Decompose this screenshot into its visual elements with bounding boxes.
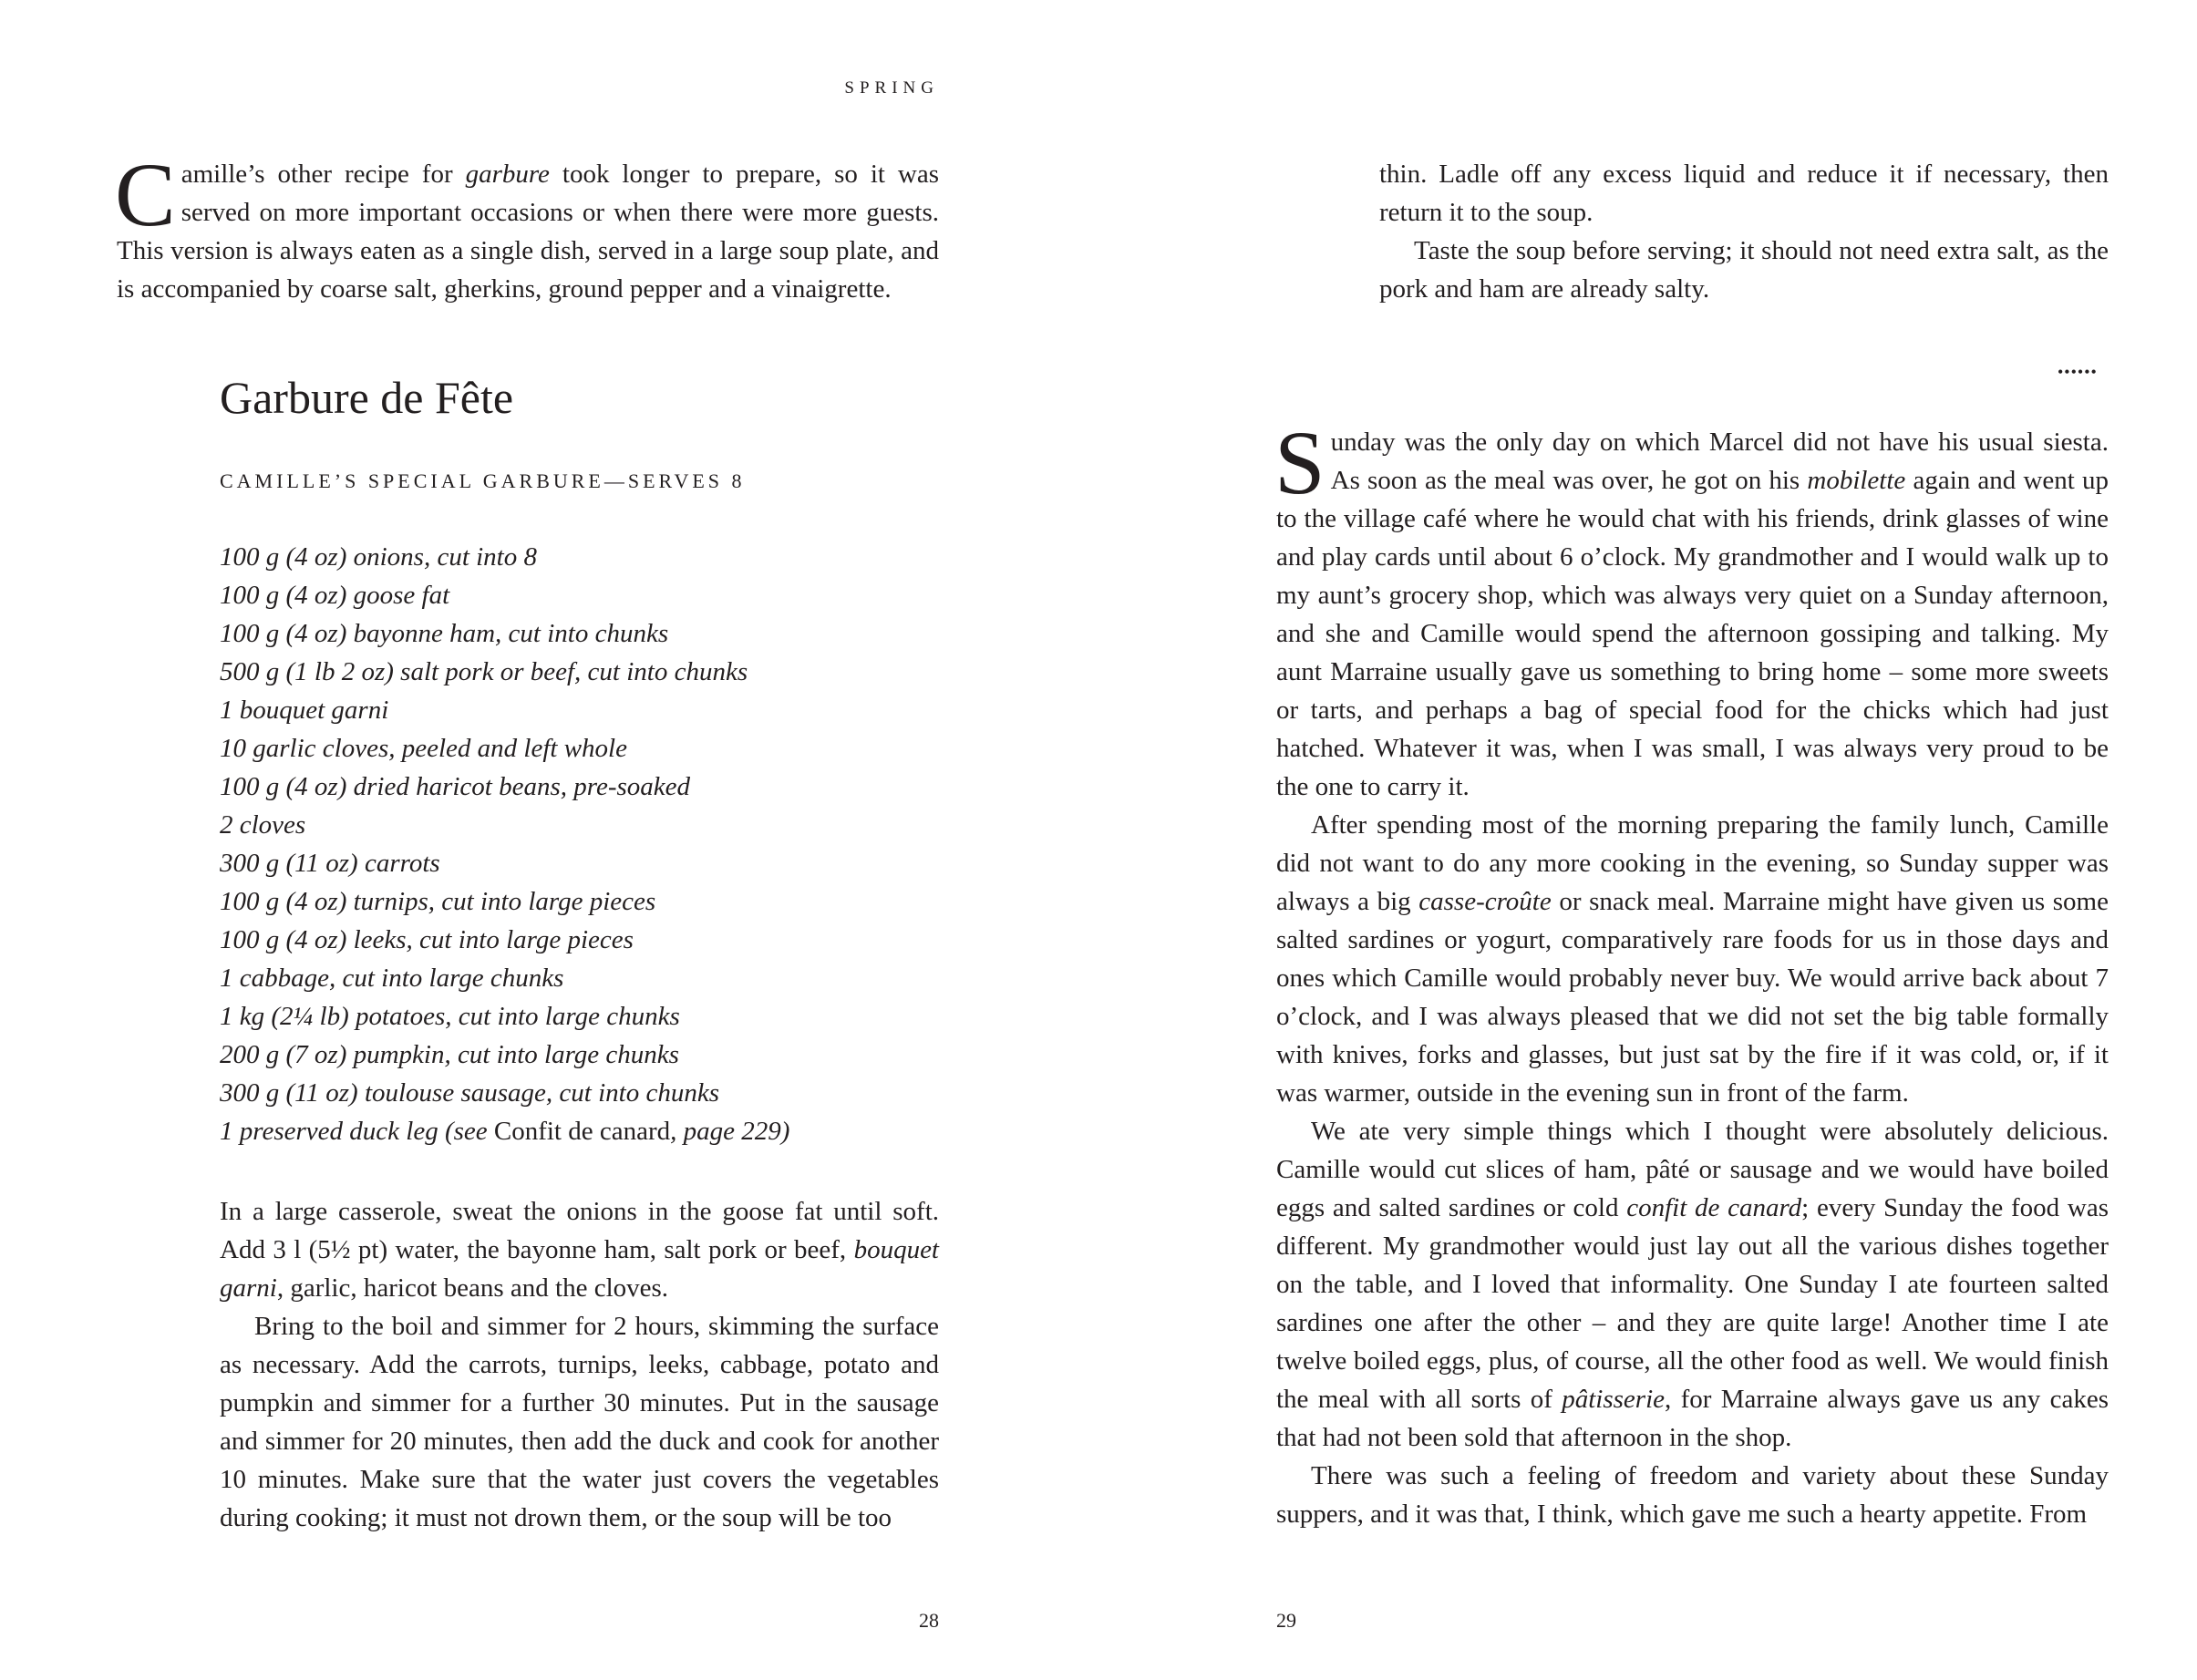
recipe-title: Garbure de Fête bbox=[220, 372, 514, 423]
ingredient-item: 1 cabbage, cut into large chunks bbox=[220, 964, 564, 993]
ingredient-item-last bbox=[220, 1112, 789, 1150]
method-text: , garlic, haricot beans and the cloves. bbox=[276, 1273, 669, 1303]
ingredient-item: 300 g (11 oz) carrots bbox=[220, 849, 440, 878]
memoir-paragraph: There was such a feeling of freedom and variety about these Sunday suppers, and it was that, I think, which gave me such a hearty appetite. From bbox=[1276, 1461, 2109, 1529]
memoir-text-run: , for Marraine always gave us any cakes that had not been sold that afternoon in the shop. bbox=[1276, 1385, 2109, 1452]
ingredient-item: 100 g (4 oz) leeks, cut into large pieces bbox=[220, 925, 634, 954]
section-break-ornament: •••••• bbox=[2058, 363, 2098, 381]
method-italic: bouquet garni bbox=[220, 1235, 939, 1303]
memoir-text-run: ; every Sunday the food was different. My grandmother would just lay out all the various dishes together on the table, and I loved that informality. One Sunday I ate fourteen salted sardines one after the other – and they are quite large! Another time I ate twelve boiled eggs, plus, of course, all the other food as well. We would finish the meal with all sorts of bbox=[1276, 1193, 2109, 1414]
ingredient-item: 2 cloves bbox=[220, 810, 306, 840]
drop-cap: S bbox=[1274, 412, 1325, 513]
ingredient-item: 100 g (4 oz) bayonne ham, cut into chunks bbox=[220, 619, 669, 648]
ingredient-item: 1 bouquet garni bbox=[220, 696, 389, 725]
running-head: SPRING bbox=[844, 78, 939, 98]
intro-text-c: took longer to prepare, so it was served on more important occasions or when there were more guests. This version is always eaten as a single dish, served in a large soup plate, and is accompanied by coarse salt, gherkins, ground pepper and a vinaigrette. bbox=[117, 160, 939, 304]
memoir-paragraph bbox=[1276, 806, 2109, 1112]
cross-reference: Confit de canard bbox=[493, 1117, 671, 1146]
ingredient-text-c: , page 229) bbox=[670, 1117, 790, 1146]
method-paragraph: Bring to the boil and simmer for 2 hours, skimming the surface as necessary. Add the carrots, turnips, leeks, cabbage, potato and pumpkin and simmer for a further 30 minutes. Put in the sausage and simmer for 20 minutes, then add the duck and cook for another 10 minutes. Make sure that the water just covers the vegetables during cooking; it must not drown them, or the soup will be too bbox=[220, 1312, 939, 1532]
continuation-paragraph: Taste the soup before serving; it should not need extra salt, as the pork and ham are already salty. bbox=[1379, 236, 2109, 304]
intro-text-a: amille’s other recipe for bbox=[181, 160, 466, 189]
memoir-text bbox=[1274, 412, 2109, 1533]
ingredient-item: 500 g (1 lb 2 oz) salt pork or beef, cut into chunks bbox=[220, 657, 748, 686]
ingredient-item: 100 g (4 oz) goose fat bbox=[220, 581, 450, 610]
memoir-italic: casse-croûte bbox=[1418, 887, 1552, 916]
continuation-paragraph: thin. Ladle off any excess liquid and reduce it if necessary, then return it to the soup. bbox=[1379, 160, 2109, 227]
ingredient-item: 1 kg (2¼ lb) potatoes, cut into large chunks bbox=[220, 1002, 680, 1031]
intro-italic: garbure bbox=[465, 160, 550, 189]
page-number: 28 bbox=[919, 1609, 939, 1632]
ingredient-item: 300 g (11 oz) toulouse sausage, cut into chunks bbox=[220, 1078, 719, 1108]
drop-cap: C bbox=[115, 144, 176, 245]
recipe-continuation bbox=[1379, 155, 2109, 308]
ingredient-list bbox=[220, 538, 789, 1150]
memoir-italic: pâtisserie bbox=[1562, 1385, 1666, 1414]
memoir-text-run: again and went up to the village café where he would chat with his friends, drink glasses of wine and play cards until about 6 o’clock. My grandmother and I would walk up to my aunt’s grocery shop, which was always very quiet on a Sunday afternoon, and she and Camille would spend the afternoon gossiping and talking. My aunt Marraine usually gave us something to bring home – some more sweets or tarts, and perhaps a bag of special food for the chicks which had just hatched. Whatever it was, when I was small, I was always very proud to be the one to carry it. bbox=[1276, 466, 2109, 801]
ingredient-text-a: 1 preserved duck leg (see bbox=[220, 1117, 494, 1146]
page-number: 29 bbox=[1276, 1609, 1296, 1632]
left-page bbox=[0, 0, 1098, 1680]
recipe-method bbox=[220, 1192, 939, 1537]
memoir-italic: confit de canard bbox=[1626, 1193, 1802, 1222]
memoir-text-run: After spending most of the morning preparing the family lunch, Camille did not want to do any more cooking in the evening, so Sunday supper was always a big bbox=[1276, 810, 2109, 916]
ingredient-item: 100 g (4 oz) turnips, cut into large pieces bbox=[220, 887, 656, 916]
memoir-paragraph bbox=[1274, 412, 2109, 806]
ingredient-item: 100 g (4 oz) dried haricot beans, pre-soaked bbox=[220, 772, 691, 801]
memoir-paragraph bbox=[1276, 1112, 2109, 1457]
method-paragraph bbox=[220, 1192, 939, 1307]
ingredient-item: 100 g (4 oz) onions, cut into 8 bbox=[220, 542, 537, 572]
recipe-subtitle: CAMILLE’S SPECIAL GARBURE—SERVES 8 bbox=[220, 469, 746, 492]
ingredient-item: 200 g (7 oz) pumpkin, cut into large chunks bbox=[220, 1040, 679, 1069]
right-page bbox=[1098, 0, 2197, 1680]
intro-paragraph bbox=[115, 144, 939, 308]
method-text: In a large casserole, sweat the onions in the goose fat until soft. Add 3 l (5½ pt) water, the bayonne ham, salt pork or beef, bbox=[220, 1197, 939, 1264]
memoir-italic: mobilette bbox=[1807, 466, 1906, 495]
memoir-text-run: unday was the only day on which Marcel did not have his usual siesta. As soon as the meal was over, he got on his bbox=[1330, 428, 2109, 495]
ingredient-item: 10 garlic cloves, peeled and left whole bbox=[220, 734, 627, 763]
memoir-text-run: or snack meal. Marraine might have given us some salted sardines or yogurt, comparatively rare foods for us in those days and ones which Camille would probably never buy. We would arrive back about 7 o’clock, and I was always pleased that we did not set the big table formally with knives, forks and glasses, but just sat by the fire if it was cold, or, if it was warmer, outside in the evening sun in front of the farm. bbox=[1276, 887, 2109, 1108]
memoir-text-run: We ate very simple things which I thought were absolutely delicious. Camille would cut slices of ham, pâté or sausage and we would have boiled eggs and salted sardines or cold bbox=[1276, 1117, 2109, 1222]
